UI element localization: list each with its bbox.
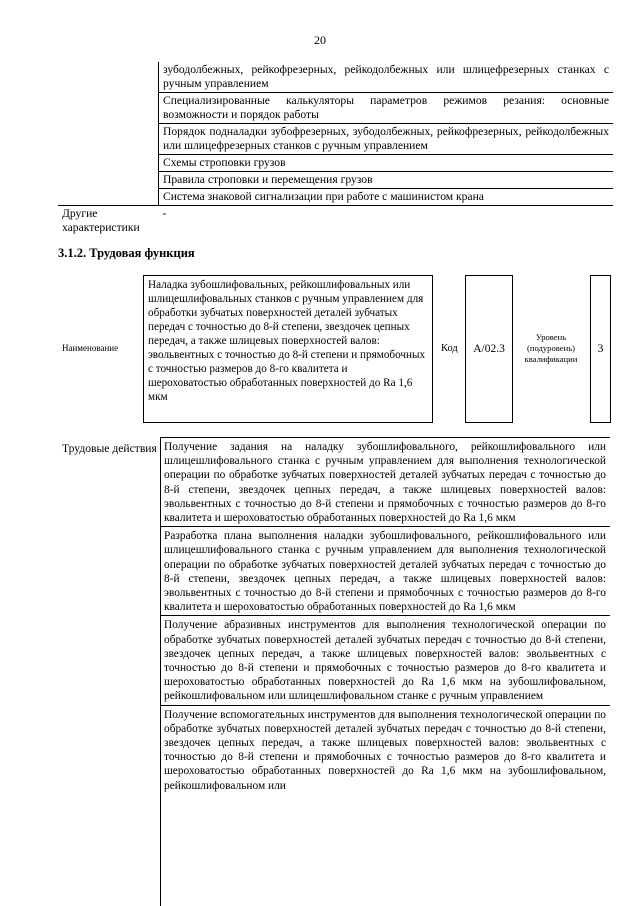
labor-action-item: Получение абразивных инструментов для выполнения технологической операции по обработке зубчатых поверхностей деталей зубчатых передач с точностью до 8-й степени, звездочек цепных передач, а также шлицевых поверхностей валов: эвольвентных с точностью до 8-й степени и прямобочных с точностью размеров до 8-го квалитета и шероховатостью обработанных поверхностей до Ra 1,6 мкм на зубошлифовальном, рейкошлифовальном или шлицешлифовальном станке с ручным управлением bbox=[160, 615, 610, 704]
labor-action-item: Получение вспомогательных инструментов для выполнения технологической операции по обработке зубчатых поверхностей деталей зубчатых передач с точностью до 8-й степени, звездочек цепных передач, а также шлицевых поверхностей валов: эвольвентных с точностью до 8-й степени и прямобочных с точностью размеров до 8-го квалитета и шероховатостью обработанных поверхностей до Ra 1,6 мкм на зубошлифовальном, рейкошлифовальном или bbox=[160, 705, 610, 794]
qualification-level: 3 bbox=[590, 275, 611, 423]
function-name: Наладка зубошлифовальных, рейкошлифовальных или шлицешлифовальных станков с ручным управлением для обработки зубчатых поверхностей деталей зубчатых передач с точностью до 8-й степени, звездочек цепных передач, а также шлицевых поверхностей валов: эвольвентных с точностью до 8-й степени и прямобочных с точностью размеров до 8-го квалитета и шероховатостью обработанных поверхностей до Ra 1,6 мкм bbox=[143, 275, 433, 423]
labor-action-item: Получение задания на наладку зубошлифовального, рейкошлифовального или шлицешлифовального станка с ручным управлением для выполнения технологической операции по обработке зубчатых поверхностей деталей зубчатых передач с точностью до 8-й степени, звездочек цепных передач, а также шлицевых поверхностей валов: эвольвентных с точностью до 8-й степени и прямобочных с точностью размеров до 8-го квалитета и шероховатостью обработанных поверхностей до Ra 1,6 мкм bbox=[160, 437, 610, 526]
knowledge-item: Схемы строповки грузов bbox=[159, 155, 614, 172]
knowledge-item: зубодолбежных, рейкофрезерных, рейкодолбежных или шлицефрезерных станках с ручным управлением bbox=[159, 62, 614, 93]
knowledge-item: Специализированные калькуляторы параметров режимов резания: основные возможности и порядок работы bbox=[159, 93, 614, 124]
function-code: A/02.3 bbox=[465, 275, 513, 423]
other-characteristics-label: Другие характеристики bbox=[58, 206, 159, 237]
knowledge-table-continuation bbox=[58, 62, 613, 236]
knowledge-item: Система знаковой сигнализации при работе с машинистом крана bbox=[163, 190, 484, 203]
labor-actions-table bbox=[160, 437, 610, 794]
qualification-level-label: Уровень (подуровень) квалификации bbox=[524, 332, 578, 364]
function-code-label: Код bbox=[441, 343, 458, 354]
section-title: 3.1.2. Трудовая функция bbox=[58, 246, 195, 260]
labor-action-item: Разработка плана выполнения наладки зубошлифовального, рейкошлифовального или шлицешлифовального станка с ручным управлением для выполнения технологической операции по обработке зубчатых поверхностей деталей зубчатых передач с точностью до 8-й степени, звездочек цепных передач, а также шлицевых поверхностей валов: эвольвентных с точностью до 8-й степени и прямобочных с точностью размеров до 8-го квалитета и шероховатостью обработанных поверхностей до Ra 1,6 мкм bbox=[160, 526, 610, 615]
page-number: 20 bbox=[314, 33, 326, 47]
knowledge-item: Порядок подналадки зубофрезерных, зубодолбежных, рейкофрезерных, рейкодолбежных или шлицефрезерных станков с ручным управлением bbox=[159, 124, 614, 155]
knowledge-item: Правила строповки и перемещения грузов bbox=[159, 172, 614, 189]
other-characteristics-value: - bbox=[159, 206, 614, 237]
labor-actions-label: Трудовые действия bbox=[62, 442, 157, 455]
function-name-label: Наименование bbox=[62, 343, 119, 353]
